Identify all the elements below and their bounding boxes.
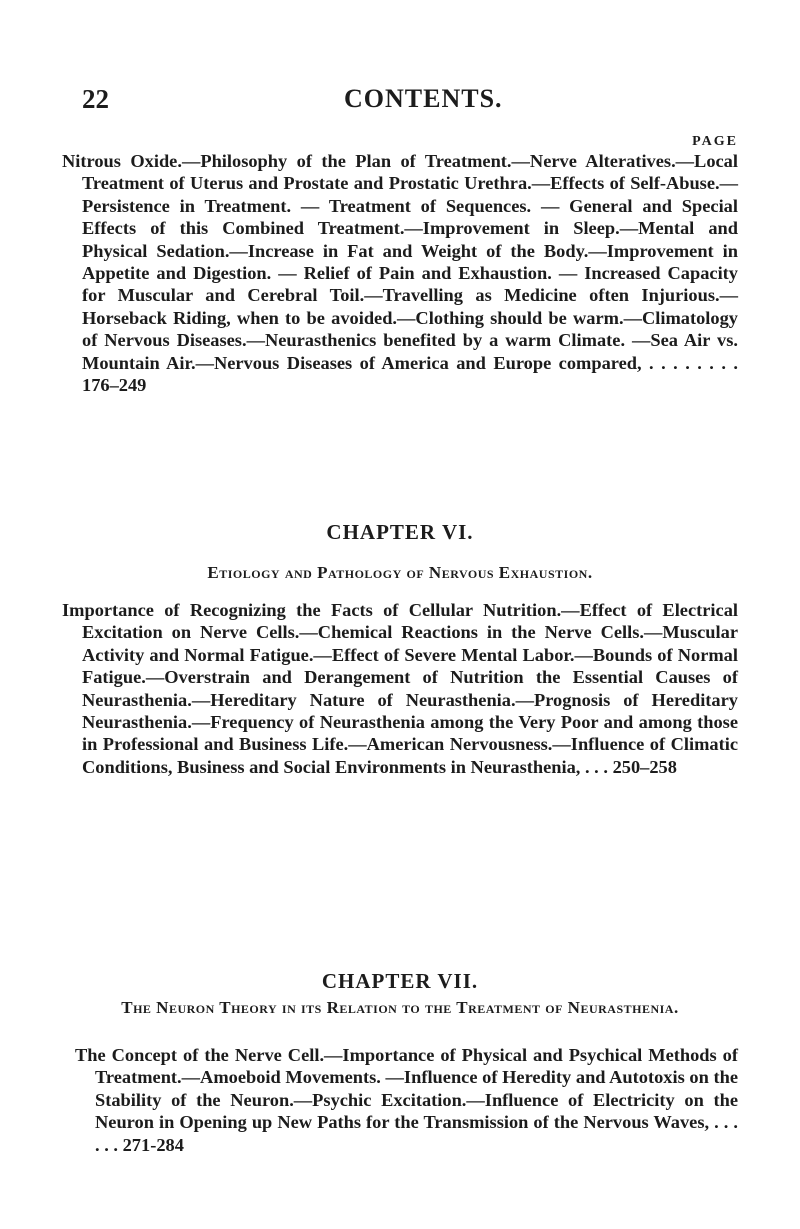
chapter-title-6: Etiology and Pathology of Nervous Exhaustion. — [207, 563, 593, 582]
chapter-title-7: The Neuron Theory in its Relation to the Treatment of Neurasthenia. — [121, 998, 679, 1017]
running-head — [82, 84, 742, 114]
page-column-label: PAGE — [692, 134, 738, 149]
toc-entry-pages: 271-284 — [122, 1134, 184, 1155]
page-number: 22 — [82, 84, 109, 114]
chapter-heading-6: CHAPTER VI. — [326, 520, 474, 544]
toc-entry-pages: 176–249 — [82, 375, 147, 396]
toc-entry-pages: 250–258 — [612, 756, 677, 777]
toc-entry-chapter-6 — [62, 599, 738, 778]
toc-entry-text: Nitrous Oxide.—Philosophy of the Plan of Treatment.—Nerve Alteratives.—Local Treatment of Uterus and Prostate and Prostatic Urethra.—Effects of Self-Abuse.—Persistence in Treatment. — Treatment of Sequences. — General and Special Effects of this Combined Treatment.—Improvement in Sleep.—Mental and Physical Sedation.—Increase in Fat and Weight of the Body.—Improvement in Appetite and Digestion. — Relief of Pain and Exhaustion. — Increased Capacity for Muscular and Cerebral Toil.—Travelling as Medicine often Injurious.—Horseback Riding, when to be avoided.—Clothing should be warm.—Climatology of Nervous Diseases.—Neurasthenics benefited by a warm Climate. —Sea Air vs. Mountain Air.—Nervous Diseases of America and Europe compared, . . . . . . . . — [62, 151, 738, 373]
running-title: CONTENTS. — [344, 84, 503, 113]
toc-entry-text: The Concept of the Nerve Cell.—Importance of Physical and Psychical Methods of Treatment.—Amoeboid Movements. —Influence of Heredity and Autotoxis on the Stability of the Neuron.—Psychic Excitation.—Influence of Electricity on the Neuron in Opening up New Paths for the Transmission of the Nervous Waves, . . . . . . — [75, 1045, 738, 1155]
chapter-heading-7: CHAPTER VII. — [321, 969, 479, 993]
toc-entry-chapter-5-continued — [62, 150, 738, 396]
toc-entry-chapter-7 — [75, 1044, 738, 1156]
toc-entry-text: Importance of Recognizing the Facts of Cellular Nutrition.—Effect of Electrical Excitation on Nerve Cells.—Chemical Reactions in the Nerve Cells.—Muscular Activity and Normal Fatigue.—Effect of Severe Mental Labor.—Bounds of Normal Fatigue.—Overstrain and Derangement of Nutrition the Essential Causes of Neurasthenia.—Hereditary Nature of Neurasthenia.—Prognosis of Hereditary Neurasthenia.—Frequency of Neurasthenia among the Very Poor and among those in Professional and Business Life.—American Nervousness.—Influence of Climatic Conditions, Business and Social Environments in Neurasthenia, . . . — [62, 600, 738, 777]
